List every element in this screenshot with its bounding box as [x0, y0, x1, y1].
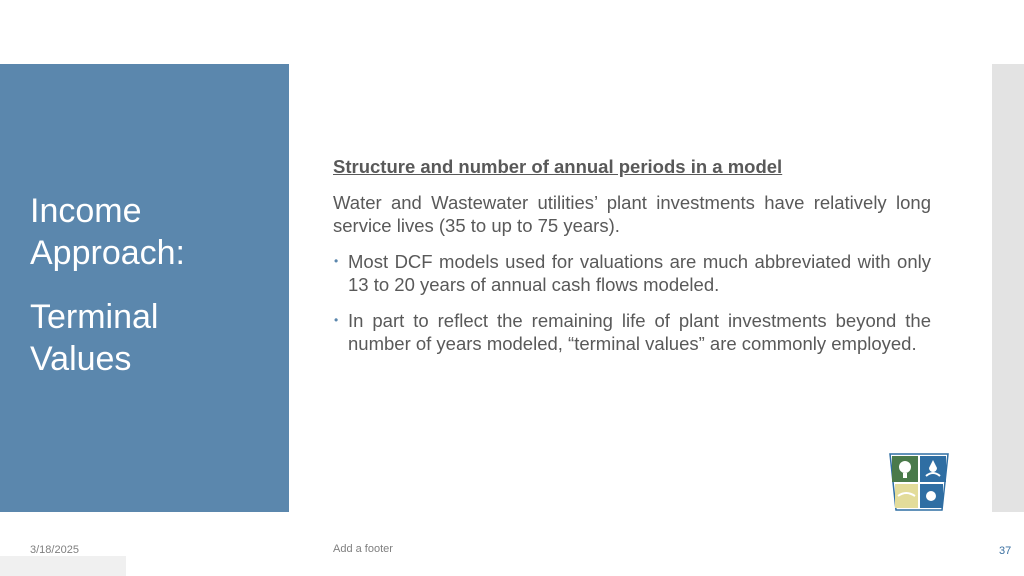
footer-date-strip	[0, 556, 126, 576]
footer-text: Add a footer	[333, 543, 393, 555]
title-line-1: Income	[30, 192, 142, 230]
slide-content	[333, 155, 931, 368]
bullet-icon: •	[334, 254, 339, 268]
bullet-item	[333, 250, 931, 296]
title-line-3: Terminal	[30, 298, 159, 336]
title-line-4: Values	[30, 340, 132, 378]
title-line-2: Approach:	[30, 234, 185, 272]
content-heading: Structure and number of annual periods in a model	[333, 156, 783, 177]
page-number: 37	[999, 545, 1012, 557]
content-paragraph: Water and Wastewater utilities’ plant investments have relatively long service lives (35 to up to 75 years).	[333, 192, 931, 236]
bullet-item	[333, 309, 931, 355]
bullet-text: In part to reflect the remaining life of plant investments beyond the number of years modeled, “terminal values” are commonly employed.	[348, 310, 931, 354]
bullet-text: Most DCF models used for valuations are much abbreviated with only 13 to 20 years of annual cash flows modeled.	[348, 251, 931, 295]
footer-date: 3/18/2025	[30, 544, 79, 556]
utility-logo-icon	[888, 452, 950, 512]
slide-title	[30, 190, 280, 380]
bullet-icon: •	[334, 313, 339, 327]
right-side-bar	[992, 64, 1024, 512]
